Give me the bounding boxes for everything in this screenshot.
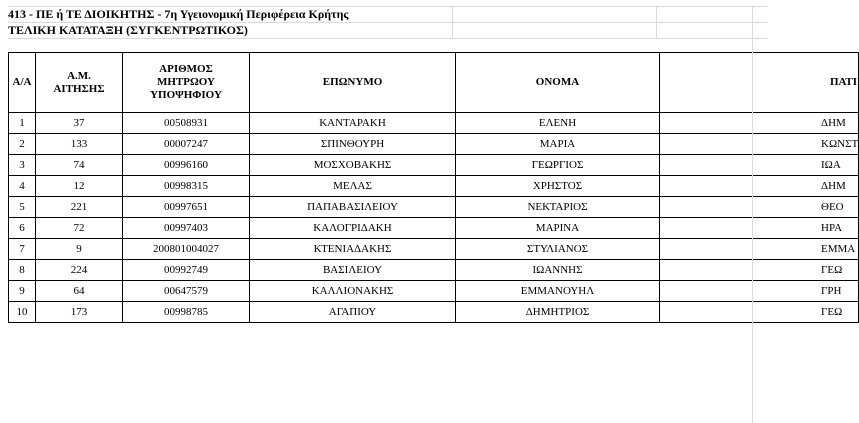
cell-patronymo: ΚΩΝΣΤ [660,134,859,155]
table-row [9,260,859,281]
cell-eponymo: ΜΕΛΑΣ [250,176,456,197]
cell-patronymo: ΓΕΩ [660,260,859,281]
cell-eponymo: ΠΑΠΑΒΑΣΙΛΕΙΟΥ [250,197,456,218]
subtitle-row [8,22,768,38]
header-eponymo: ΕΠΩΝΥΜΟ [250,53,456,113]
cell-aa: 5 [9,197,36,218]
cell-ar: 00997651 [123,197,250,218]
cell-divider [656,7,657,22]
cell-eponymo: ΜΟΣΧΟΒΑΚΗΣ [250,155,456,176]
cell-am: 74 [36,155,123,176]
header-am-line2: ΑΙΤΗΣΗΣ [53,82,105,95]
table-row [9,281,859,302]
cell-divider [452,7,453,22]
cell-aa: 8 [9,260,36,281]
table-row [9,155,859,176]
cell-divider [656,23,657,38]
cell-patronymo: ΓΡΗ [660,281,859,302]
sheet-title: 413 - ΠΕ ή ΤΕ ΔΙΟΙΚΗΤΗΣ - 7η Υγειονομική Περιφέρεια Κρήτης [8,7,349,21]
title-block [8,6,768,53]
cell-eponymo: ΚΑΛΟΓΡΙΔΑΚΗ [250,218,456,239]
sheet-subtitle: ΤΕΛΙΚΗ ΚΑΤΑΤΑΞΗ (ΣΥΓΚΕΝΤΡΩΤΙΚΟΣ) [8,23,248,37]
cell-aa: 9 [9,281,36,302]
cell-am: 173 [36,302,123,323]
cell-ar: 00998785 [123,302,250,323]
cell-patronymo: ΔΗΜ [660,113,859,134]
header-row [9,53,859,113]
header-onoma: ΟΝΟΜΑ [456,53,660,113]
cell-ar: 200801004027 [123,239,250,260]
cell-patronymo: ΘΕΟ [660,197,859,218]
header-aa: Α/Α [9,53,36,113]
cell-ar: 00647579 [123,281,250,302]
header-patronymo: ΠΑΤΙ [660,53,859,113]
cell-onoma: ΔΗΜΗΤΡΙΟΣ [456,302,660,323]
cell-eponymo: ΚΤΕΝΙΑΔΑΚΗΣ [250,239,456,260]
cell-aa: 6 [9,218,36,239]
header-ar-line1: ΑΡΙΘΜΟΣ [159,63,213,75]
cell-onoma: ΕΜΜΑΝΟΥΗΛ [456,281,660,302]
cell-ar: 00996160 [123,155,250,176]
cell-ar: 00992749 [123,260,250,281]
cell-patronymo: ΔΗΜ [660,176,859,197]
header-ar-line3: ΥΠΟΨΗΦΙΟΥ [150,89,222,101]
cell-onoma: ΕΛΕΝΗ [456,113,660,134]
cell-onoma: ΓΕΩΡΓΙΟΣ [456,155,660,176]
cell-eponymo: ΚΑΝΤΑΡΑΚΗ [250,113,456,134]
cell-eponymo: ΣΠΙΝΘΟΥΡΗ [250,134,456,155]
table-row [9,134,859,155]
cell-aa: 10 [9,302,36,323]
cell-onoma: ΣΤΥΛΙΑΝΟΣ [456,239,660,260]
cell-am: 9 [36,239,123,260]
cell-patronymo: ΓΕΩ [660,302,859,323]
cell-onoma: ΙΩΑΝΝΗΣ [456,260,660,281]
cell-onoma: ΜΑΡΙΑ [456,134,660,155]
table-row [9,218,859,239]
ranking-table [8,52,859,323]
sheet-edge [752,6,753,423]
cell-patronymo: ΙΩΑ [660,155,859,176]
cell-aa: 1 [9,113,36,134]
cell-aa: 4 [9,176,36,197]
cell-onoma: ΝΕΚΤΑΡΙΟΣ [456,197,660,218]
cell-onoma: ΧΡΗΣΤΟΣ [456,176,660,197]
table-row [9,302,859,323]
cell-patronymo: ΕΜΜΑ [660,239,859,260]
cell-ar: 00007247 [123,134,250,155]
cell-ar: 00508931 [123,113,250,134]
cell-patronymo: ΗΡΑ [660,218,859,239]
cell-am: 224 [36,260,123,281]
header-ar-line2: ΜΗΤΡΩΟΥ [156,76,216,88]
cell-ar: 00997403 [123,218,250,239]
table-row [9,113,859,134]
table-row [9,176,859,197]
table-row [9,239,859,260]
spreadsheet-page [8,6,859,423]
table-row [9,197,859,218]
header-am [36,53,123,113]
blank-row [8,38,768,53]
cell-am: 37 [36,113,123,134]
title-row [8,6,768,22]
cell-aa: 7 [9,239,36,260]
cell-ar: 00998315 [123,176,250,197]
cell-aa: 3 [9,155,36,176]
header-ar [123,53,250,113]
cell-am: 133 [36,134,123,155]
cell-am: 64 [36,281,123,302]
cell-am: 12 [36,176,123,197]
cell-am: 72 [36,218,123,239]
cell-am: 221 [36,197,123,218]
cell-divider [452,23,453,38]
cell-onoma: ΜΑΡΙΝΑ [456,218,660,239]
cell-aa: 2 [9,134,36,155]
cell-eponymo: ΑΓΑΠΙΟΥ [250,302,456,323]
cell-eponymo: ΒΑΣΙΛΕΙΟΥ [250,260,456,281]
header-am-line1: Α.Μ. [67,69,91,82]
cell-eponymo: ΚΑΛΛΙΟΝΑΚΗΣ [250,281,456,302]
